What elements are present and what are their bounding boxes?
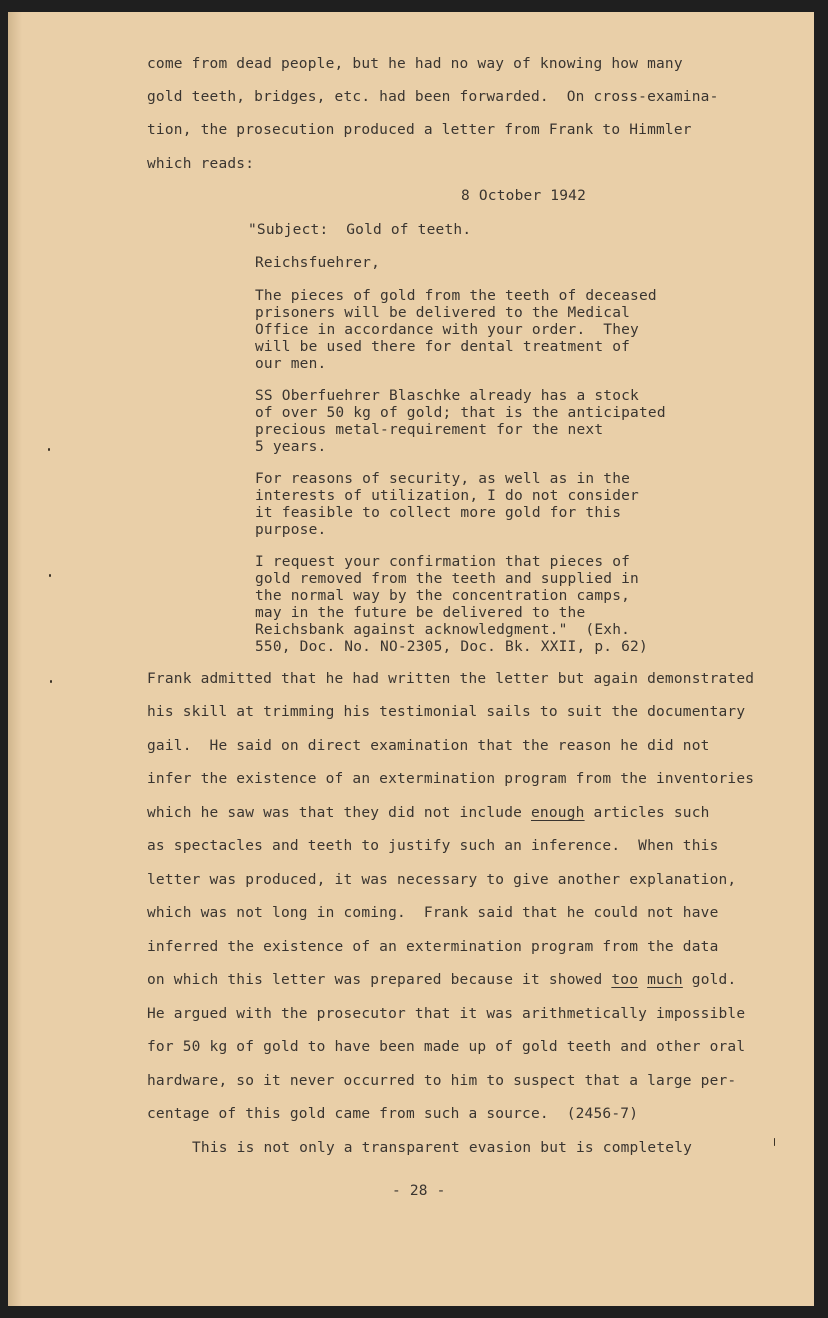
typed-page [8, 12, 814, 1306]
letter-line: The pieces of gold from the teeth of deceased [255, 288, 657, 304]
letter-line: the normal way by the concentration camps, [255, 588, 631, 604]
document-sheet [8, 12, 814, 1306]
text-run: which he saw was that they did not include [147, 805, 531, 821]
body-line: which reads: [147, 156, 255, 172]
body-line: gail. He said on direct examination that the reason he did not [147, 738, 710, 754]
letter-line: of over 50 kg of gold; that is the anticipated [255, 405, 666, 421]
body-line: infer the existence of an extermination program from the inventories [147, 771, 755, 787]
letter-line: precious metal-requirement for the next [255, 422, 604, 438]
letter-date: 8 October 1942 [461, 188, 587, 204]
underlined-word: enough [530, 805, 585, 821]
letter-line: interests of utilization, I do not consider [255, 488, 639, 504]
letter-line: For reasons of security, as well as in the [255, 471, 631, 487]
body-line [147, 972, 736, 988]
body-line: gold teeth, bridges, etc. had been forwarded. On cross-examina- [147, 89, 719, 105]
letter-line: may in the future be delivered to the [255, 605, 586, 621]
text-run [638, 972, 647, 988]
body-line: letter was produced, it was necessary to give another explanation, [147, 872, 737, 888]
body-line: which was not long in coming. Frank said that he could not have [147, 905, 719, 921]
letter-subject: "Subject: Gold of teeth. [248, 222, 472, 238]
body-line [147, 805, 710, 821]
letter-line: purpose. [255, 522, 327, 538]
letter-line: it feasible to collect more gold for this [255, 505, 622, 521]
letter-line: Office in accordance with your order. They [255, 322, 639, 338]
body-line: his skill at trimming his testimonial sails to suit the documentary [147, 704, 746, 720]
letter-line: prisoners will be delivered to the Medical [255, 305, 631, 321]
letter-line: our men. [255, 356, 327, 372]
margin-speck [50, 680, 52, 683]
body-line: for 50 kg of gold to have been made up of gold teeth and other oral [147, 1039, 746, 1055]
margin-speck [48, 448, 50, 451]
underlined-word: much [647, 972, 683, 988]
letter-line: 550, Doc. No. NO-2305, Doc. Bk. XXII, p. 62) [255, 639, 648, 655]
letter-line: Reichsbank against acknowledgment." (Exh. [255, 622, 631, 638]
body-line: come from dead people, but he had no way of knowing how many [147, 56, 683, 72]
letter-line: gold removed from the teeth and supplied in [255, 571, 639, 587]
letter-line: I request your confirmation that pieces of [255, 554, 631, 570]
body-line: He argued with the prosecutor that it was arithmetically impossible [147, 1006, 746, 1022]
text-run: gold. [682, 972, 737, 988]
margin-speck [49, 574, 51, 577]
letter-line: will be used there for dental treatment of [255, 339, 631, 355]
body-line: Frank admitted that he had written the letter but again demonstrated [147, 671, 755, 687]
page-number: - 28 - [392, 1183, 446, 1199]
letter-line: 5 years. [255, 439, 327, 455]
underlined-word: too [611, 972, 639, 988]
letter-line: SS Oberfuehrer Blaschke already has a stock [255, 388, 639, 404]
body-line: hardware, so it never occurred to him to suspect that a large per- [147, 1073, 737, 1089]
text-run: articles such [584, 805, 710, 821]
margin-speck [774, 1138, 775, 1146]
letter-salutation: Reichsfuehrer, [255, 255, 381, 271]
body-line: centage of this gold came from such a source. (2456-7) [147, 1106, 639, 1122]
body-line: tion, the prosecution produced a letter from Frank to Himmler [147, 122, 692, 138]
text-run: on which this letter was prepared because it showed [147, 972, 612, 988]
body-line: This is not only a transparent evasion but is completely [192, 1140, 693, 1156]
body-line: inferred the existence of an extermination program from the data [147, 939, 719, 955]
body-line: as spectacles and teeth to justify such an inference. When this [147, 838, 719, 854]
